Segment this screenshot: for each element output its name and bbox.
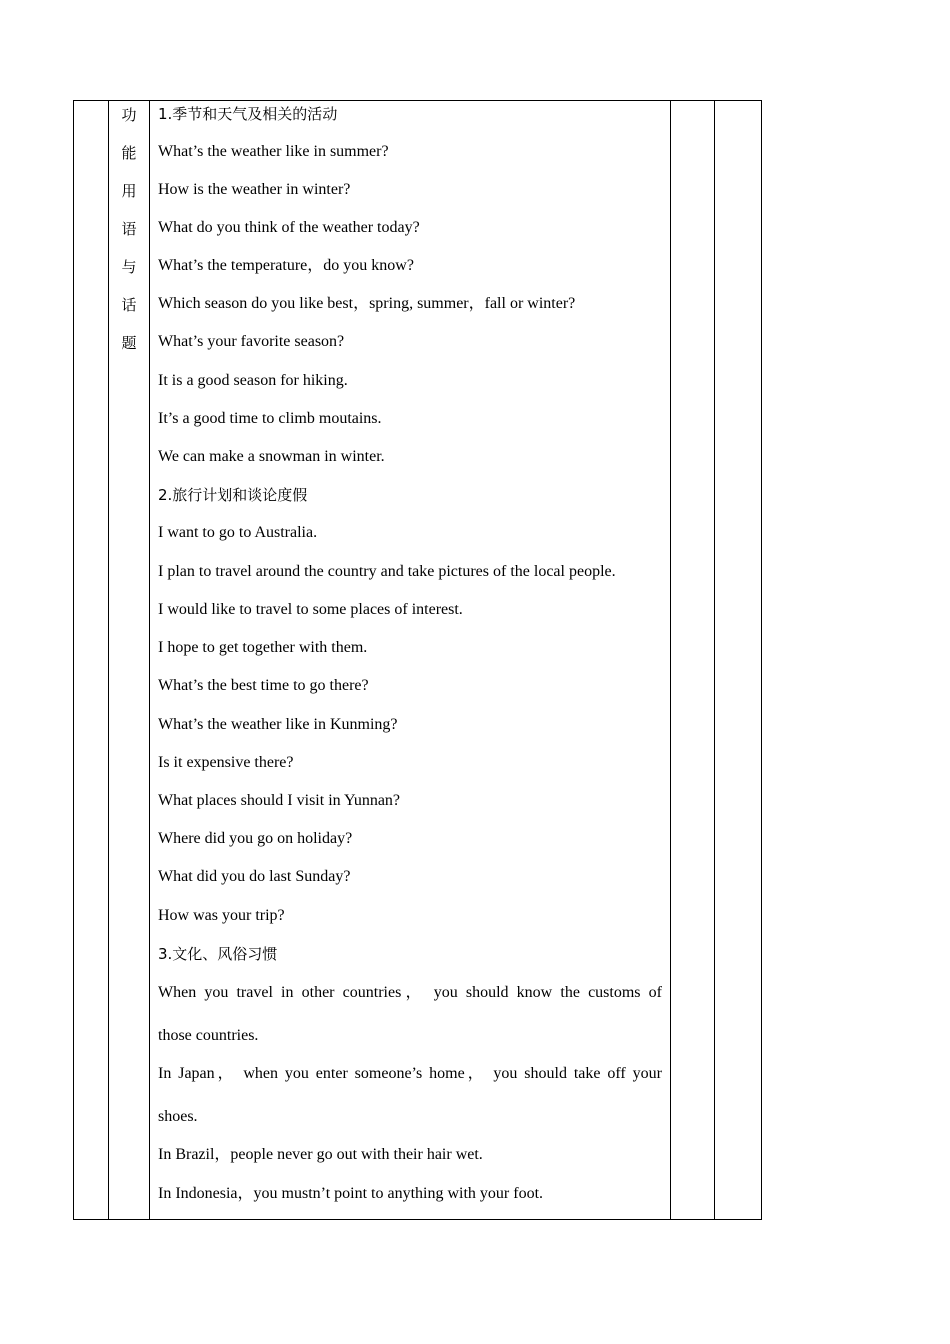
text-line: What places should I visit in Yunnan?	[158, 792, 401, 809]
section-heading: 3.文化、风俗习惯	[158, 945, 278, 963]
text-line: How was your trip?	[158, 907, 285, 924]
text-line: What’s the temperature，do you know?	[158, 257, 414, 274]
section-label-char: 话	[121, 296, 137, 314]
text-line: What do you think of the weather today?	[158, 219, 420, 236]
text-line: What’s the weather like in summer?	[158, 143, 389, 160]
text-line: When you travel in other countries， you should know the customs of	[158, 984, 662, 1001]
text-line: In Indonesia，you mustn’t point to anything with your foot.	[158, 1185, 544, 1202]
text-line: What did you do last Sunday?	[158, 868, 351, 885]
text-line: I plan to travel around the country and take pictures of the local people.	[158, 563, 616, 580]
section-label-char: 功	[121, 106, 137, 124]
section-label-char: 语	[121, 220, 137, 238]
text-line: What’s your favorite season?	[158, 333, 345, 350]
text-line: It’s a good time to climb moutains.	[158, 410, 382, 427]
text-line: Where did you go on holiday?	[158, 830, 353, 847]
text-line: I would like to travel to some places of interest.	[158, 601, 463, 618]
section-label-char: 能	[121, 144, 137, 162]
column-divider	[670, 101, 671, 1219]
text-line: shoes.	[158, 1108, 198, 1125]
section-label-char: 用	[121, 182, 137, 200]
text-line: those countries.	[158, 1027, 259, 1044]
text-line: Is it expensive there?	[158, 754, 294, 771]
section-label-column	[109, 101, 149, 1219]
section-heading: 1.季节和天气及相关的活动	[158, 105, 338, 123]
text-line: What’s the weather like in Kunming?	[158, 716, 398, 733]
text-line: Which season do you like best，spring, summer，fall or winter?	[158, 295, 576, 312]
document-table	[73, 100, 762, 1220]
text-line: What’s the best time to go there?	[158, 677, 369, 694]
text-line: In Brazil，people never go out with their hair wet.	[158, 1146, 483, 1163]
text-line: It is a good season for hiking.	[158, 372, 348, 389]
text-line: How is the weather in winter?	[158, 181, 351, 198]
text-line: I hope to get together with them.	[158, 639, 368, 656]
section-label-char: 与	[121, 258, 137, 276]
text-line: We can make a snowman in winter.	[158, 448, 385, 465]
column-divider	[714, 101, 715, 1219]
column-divider	[149, 101, 150, 1219]
section-label-char: 题	[121, 334, 137, 352]
section-heading: 2.旅行计划和谈论度假	[158, 486, 308, 504]
text-line: In Japan， when you enter someone’s home， you should take off your	[158, 1065, 662, 1082]
text-line: I want to go to Australia.	[158, 524, 318, 541]
